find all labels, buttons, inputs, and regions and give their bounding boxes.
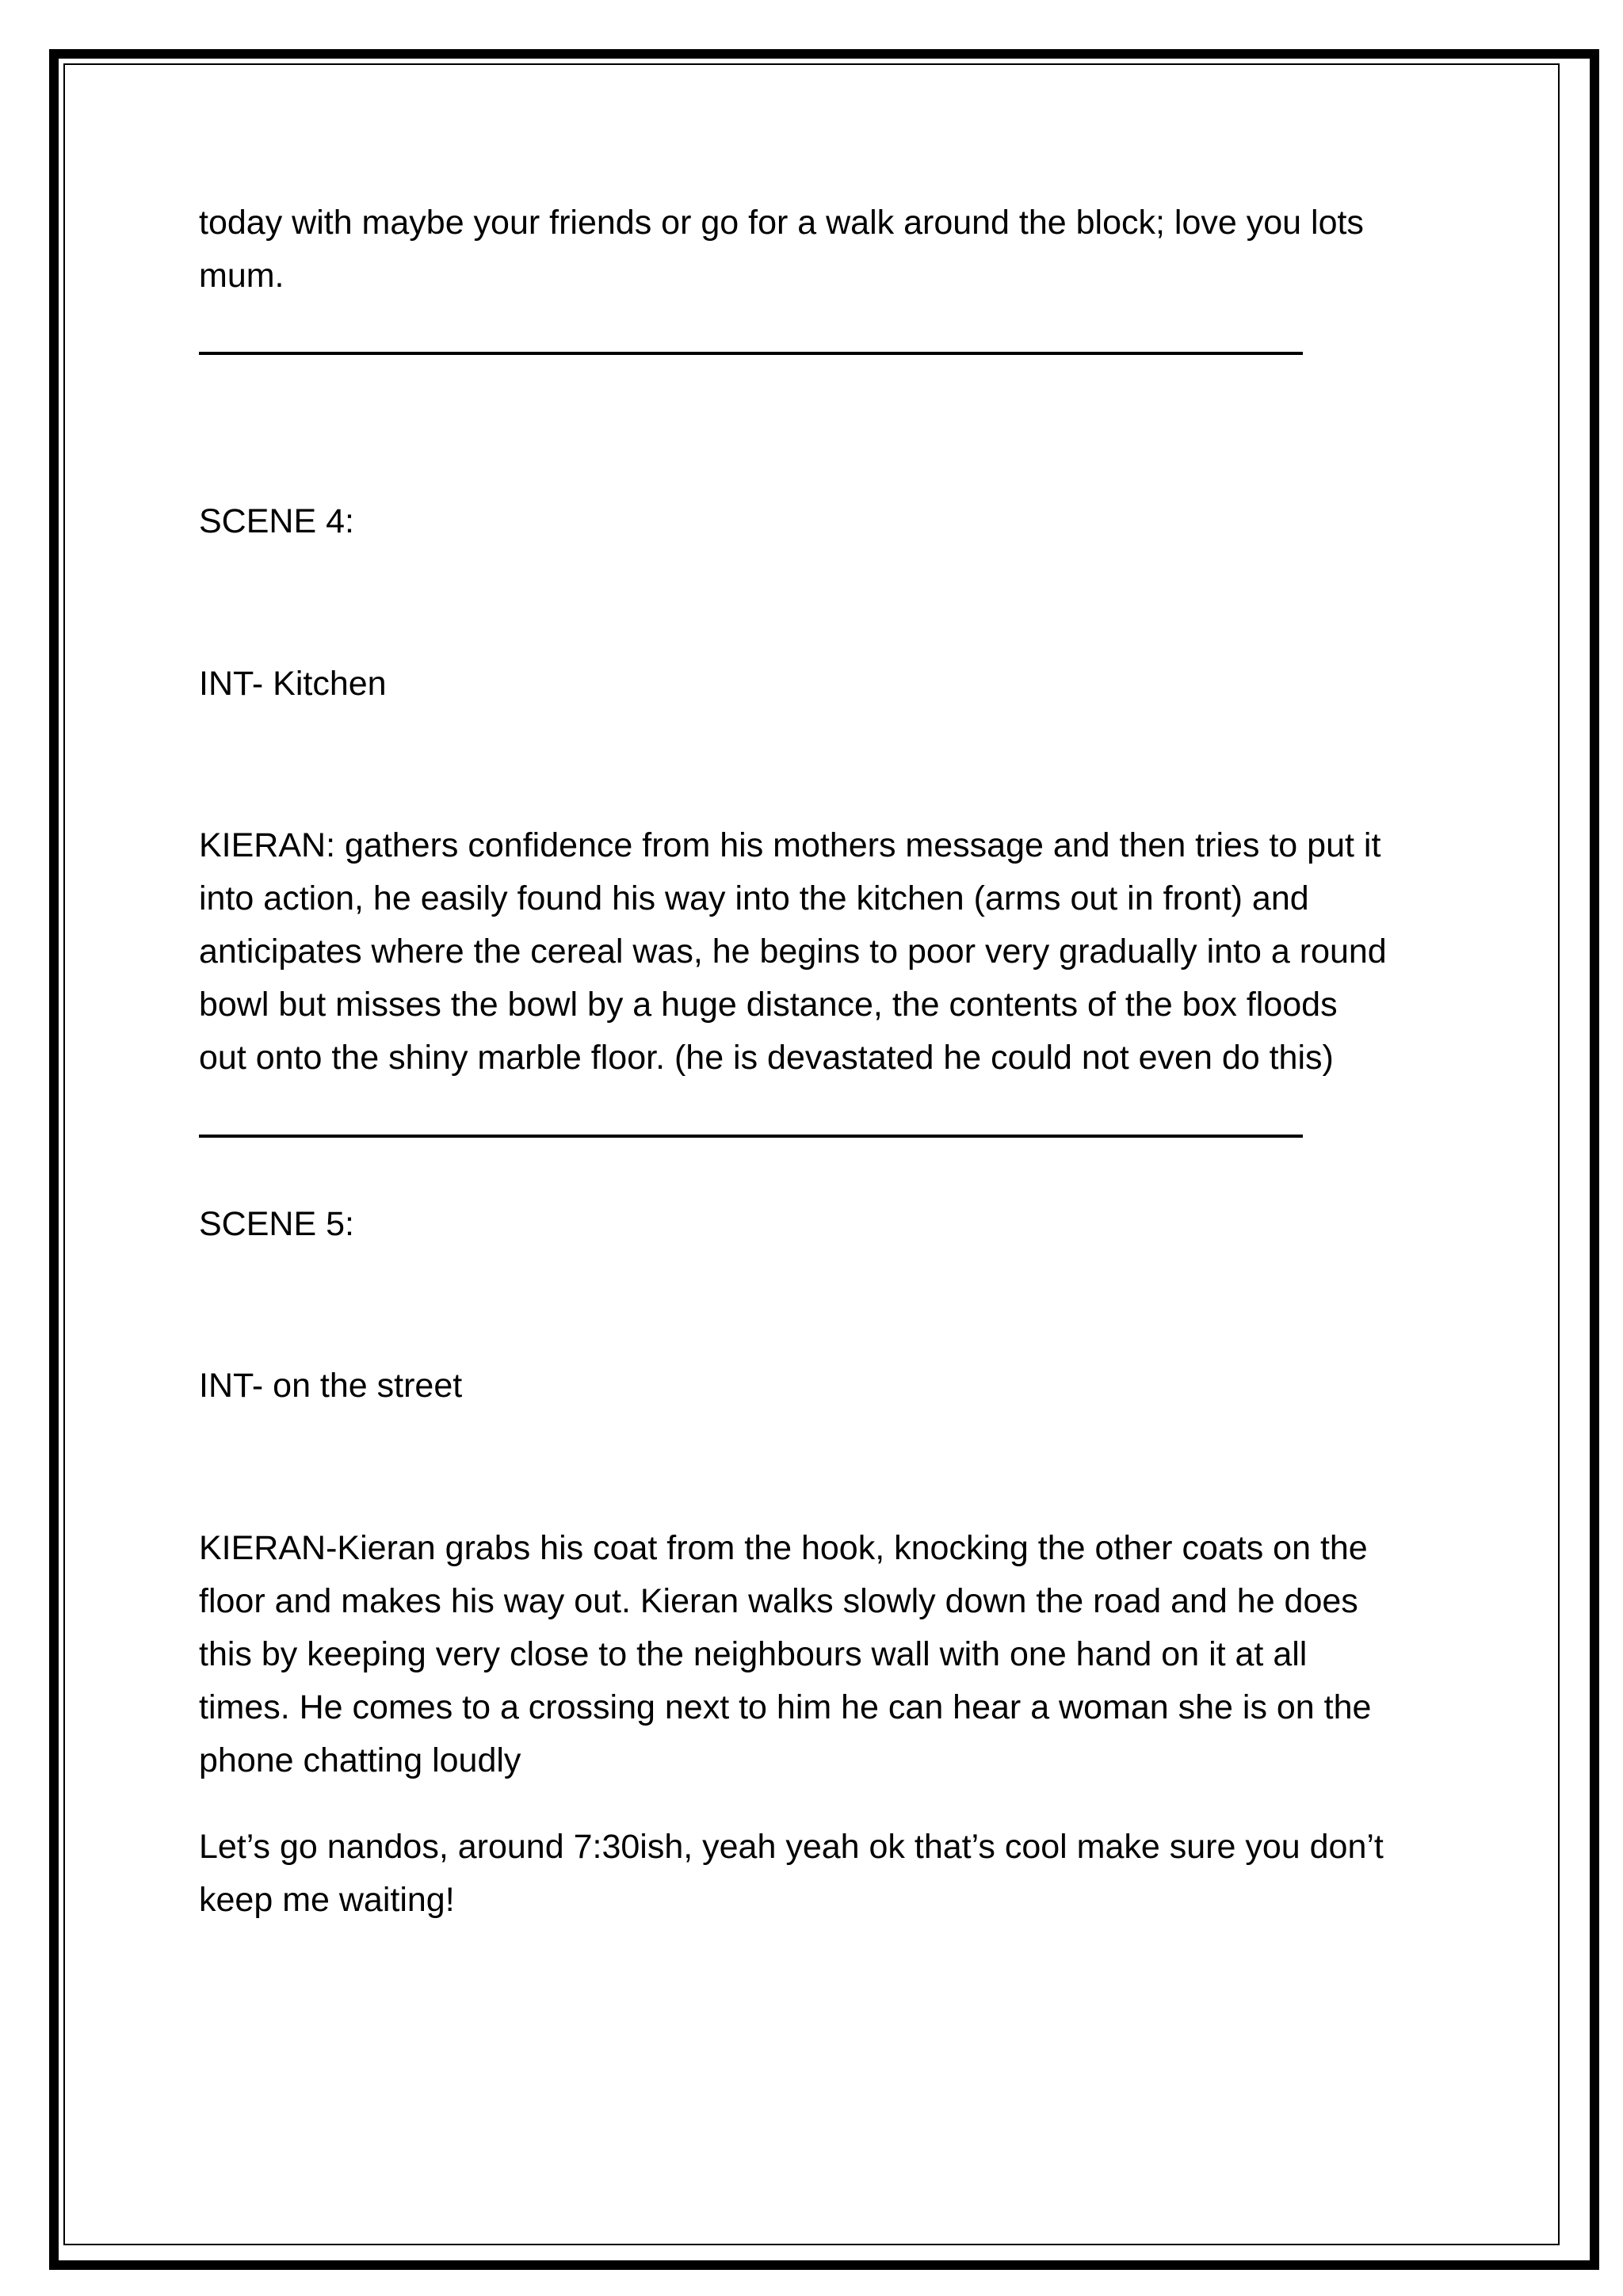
opening-paragraph: today with maybe your friends or go for a walk around the block; love you lots mum. [199,204,1364,295]
scene-divider-2 [199,1135,1303,1138]
scene-4-heading: SCENE 4: [199,502,354,540]
scene-5-heading: SCENE 5: [199,1205,354,1243]
scene-5-action: KIERAN-Kieran grabs his coat from the hook, knocking the other coats on the floor and makes his way out. Kieran walks slowly down the road and he does this by keeping very close to the neighbours wall with one hand on it at all times. He comes to a crossing next to him he can hear a woman she is on the phone chatting loudly [199,1529,1372,1779]
scene-5-dialogue: Let’s go nandos, around 7:30ish, yeah yeah ok that’s cool make sure you don’t keep me waiting! [199,1828,1384,1919]
scene-4-location: INT- Kitchen [199,665,387,703]
scene-4-action: KIERAN: gathers confidence from his mothers message and then tries to put it into action, he easily found his way into the kitchen (arms out in front) and anticipates where the cereal was, he begins to poor very gradually into a round bowl but misses the bowl by a huge distance, the contents of the box floods out onto the shiny marble floor. (he is devastated he could not even do this) [199,826,1387,1077]
scene-5-location: INT- on the street [199,1367,463,1405]
scene-divider-1 [199,352,1303,355]
